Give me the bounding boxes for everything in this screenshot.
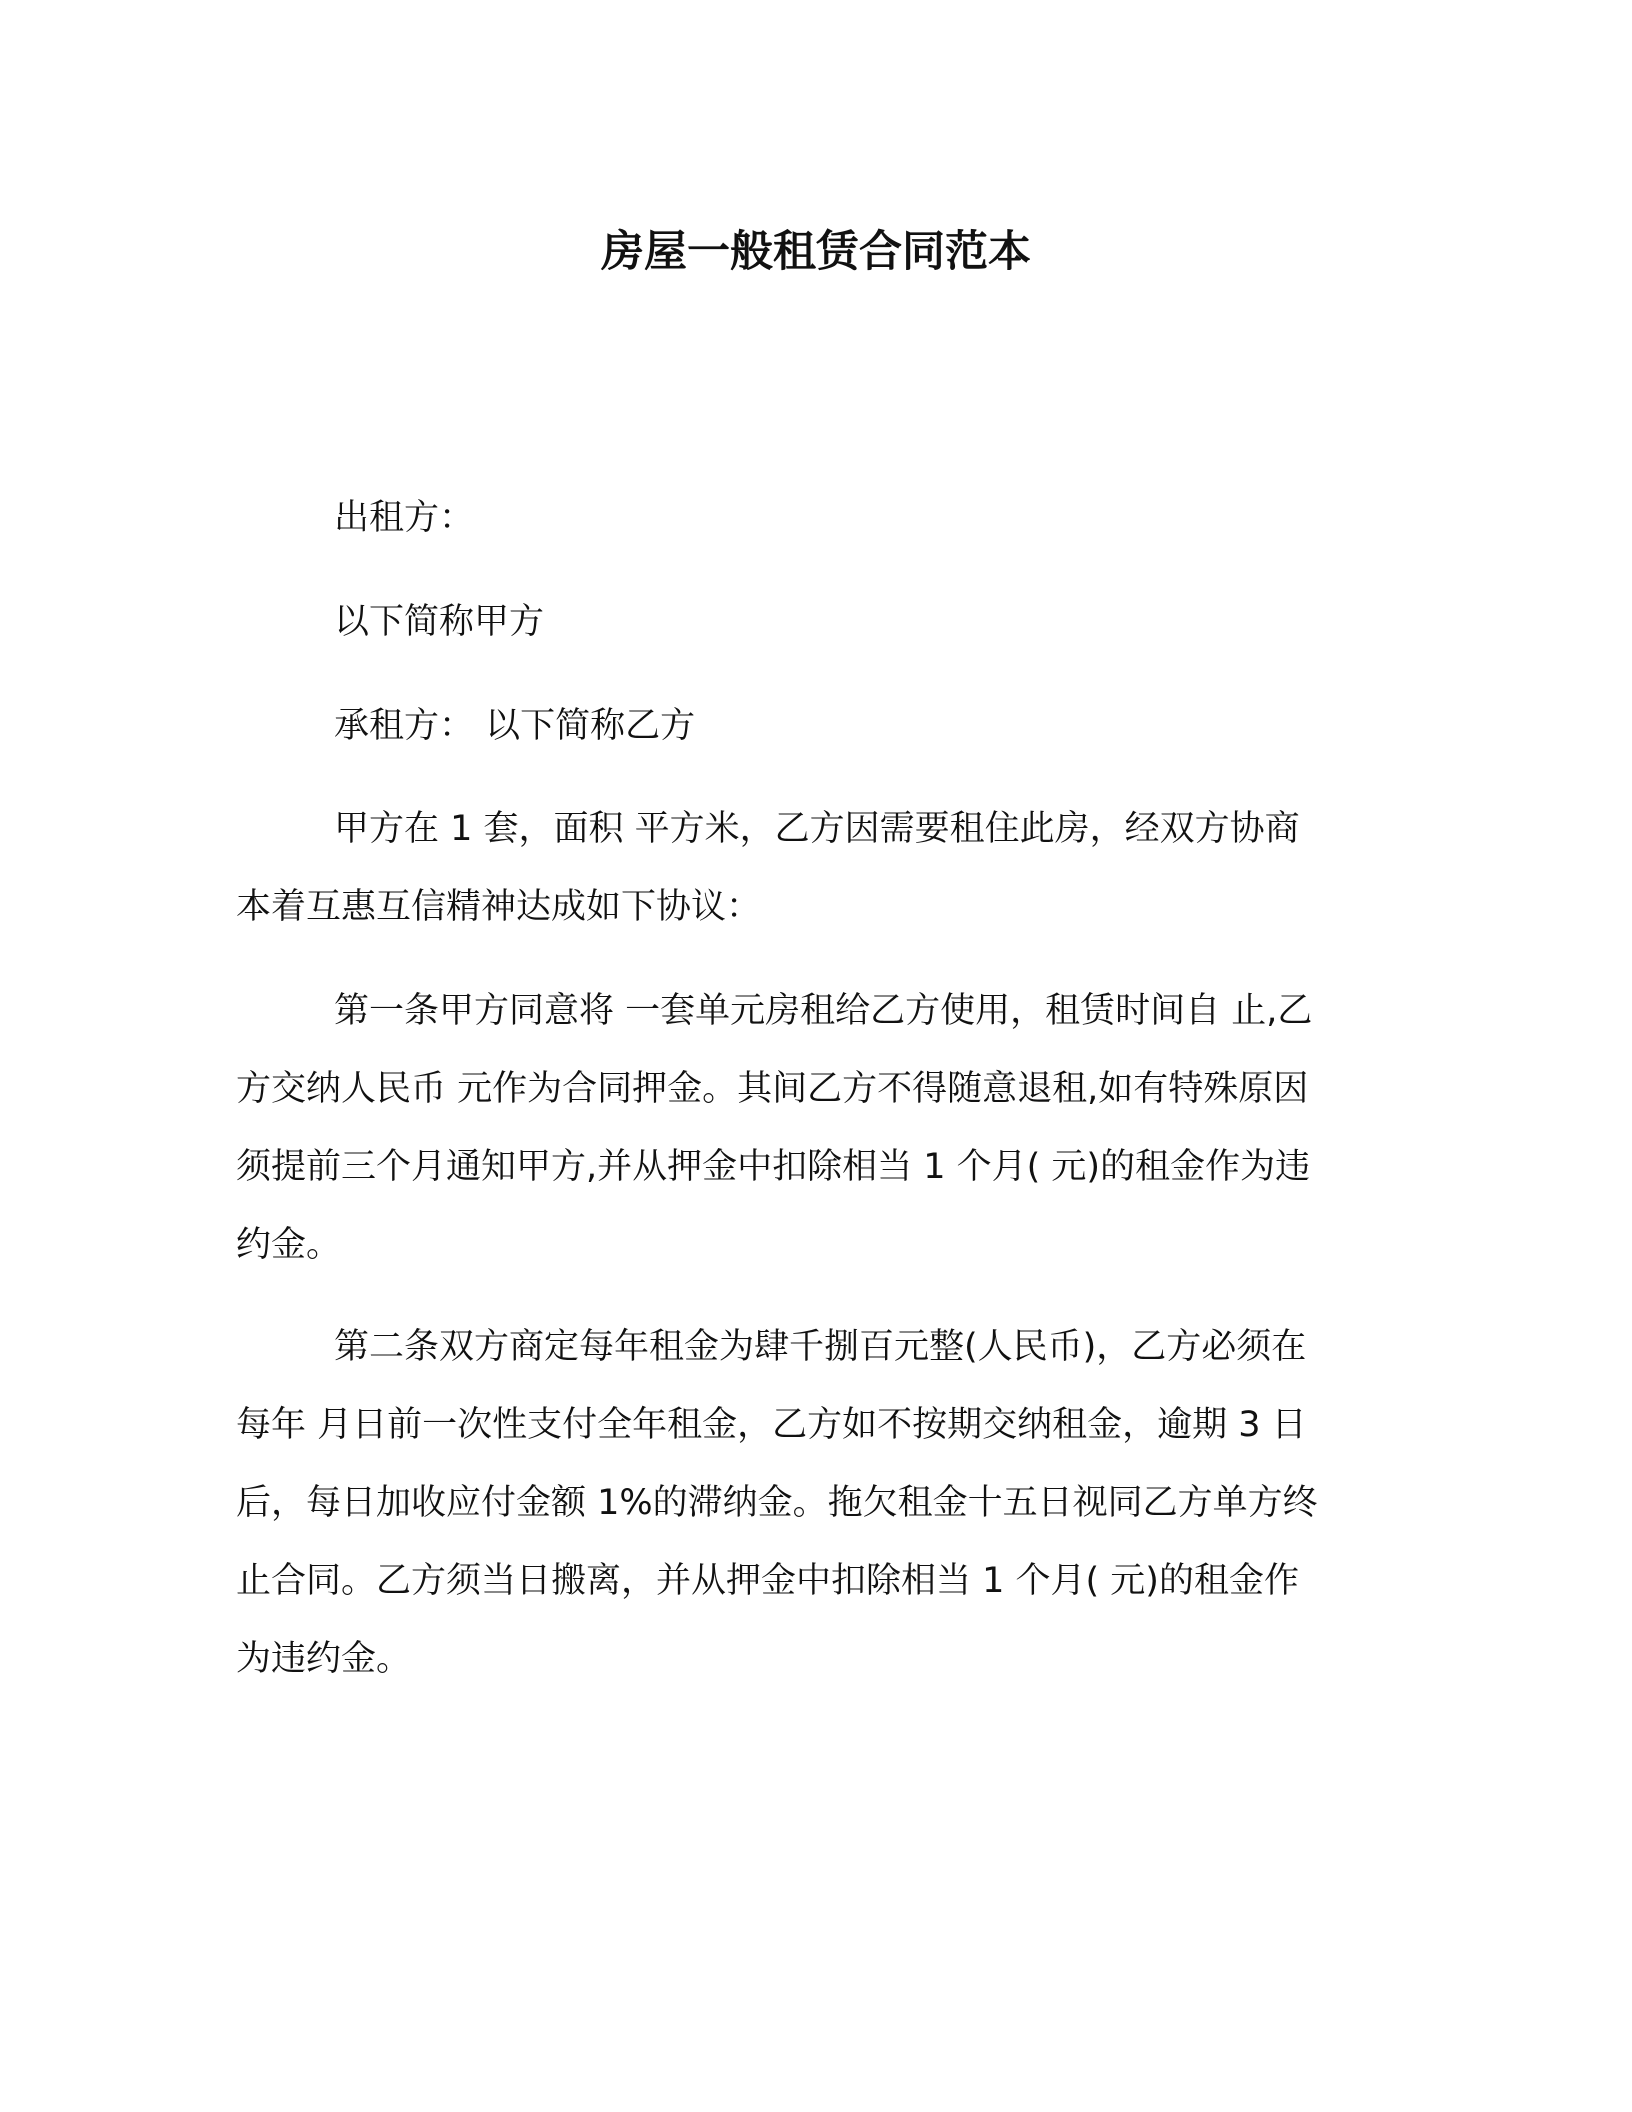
intro-paragraph <box>236 790 1386 946</box>
lessee-line: 承租方： 以下简称乙方 <box>334 706 696 746</box>
paragraph-line: 甲方在 1 套，面积 平方米，乙方因需要租住此房，经双方协商 <box>334 809 1300 849</box>
paragraph-line: 后，每日加收应付金额 1%的滞纳金。拖欠租金十五日视同乙方单方终 <box>236 1483 1318 1523</box>
paragraph-line: 约金。 <box>236 1225 342 1265</box>
paragraph-line: 第一条甲方同意将 一套单元房租给乙方使用，租赁时间自 止,乙 <box>334 991 1313 1031</box>
paragraph-line: 本着互惠互信精神达成如下协议： <box>236 887 762 927</box>
paragraph-line: 为违约金。 <box>236 1639 412 1679</box>
paragraph-line: 方交纳人民币 元作为合同押金。其间乙方不得随意退租,如有特殊原因 <box>236 1069 1309 1109</box>
paragraph-line: 第二条双方商定每年租金为肆千捌百元整(人民币)，乙方必须在 <box>334 1327 1307 1367</box>
paragraph-line: 止合同。乙方须当日搬离，并从押金中扣除相当 1 个月( 元)的租金作 <box>236 1561 1299 1601</box>
document-title: 房屋一般租赁合同范本 <box>601 227 1031 277</box>
lessor-line: 出租方： <box>334 498 475 538</box>
paragraph-line: 每年 月日前一次性支付全年租金，乙方如不按期交纳租金，逾期 3 日 <box>236 1405 1307 1445</box>
lessor-alias-line: 以下简称甲方 <box>334 602 545 642</box>
paragraph-line: 须提前三个月通知甲方,并从押金中扣除相当 1 个月( 元)的租金作为违 <box>236 1147 1311 1187</box>
article-2-paragraph <box>236 1308 1386 1698</box>
article-1-paragraph <box>236 972 1386 1284</box>
